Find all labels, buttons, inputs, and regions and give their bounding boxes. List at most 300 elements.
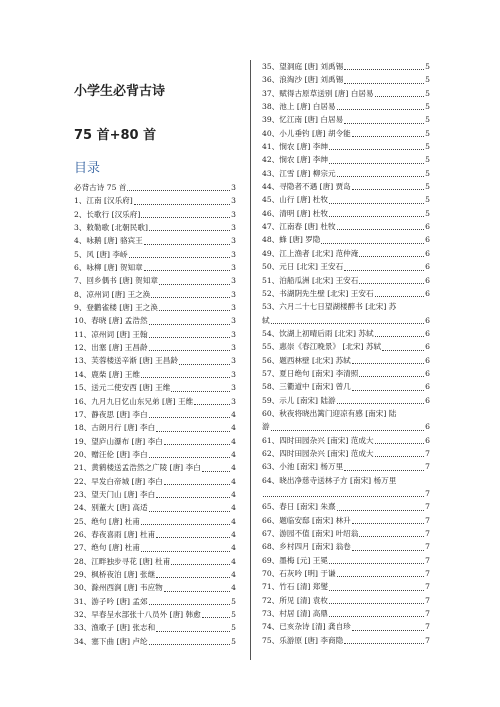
toc-dot-leader — [194, 403, 230, 405]
document-subtitle: 75 首+80 首 — [74, 128, 157, 143]
toc-dot-leader — [359, 282, 424, 284]
toc-entry-title: 58、三衢道中 [南宋] 曾几 — [262, 382, 351, 392]
toc-entry-page: 6 — [425, 355, 430, 365]
toc-entry-title: 44、寻隐者不遇 [唐] 贾岛 — [262, 182, 351, 192]
toc-dot-leader — [359, 255, 424, 257]
toc-dot-leader — [344, 269, 424, 271]
toc-dot-leader — [164, 590, 230, 592]
toc-dot-leader — [337, 175, 425, 177]
toc-entry-link[interactable] — [74, 581, 236, 594]
toc-entry-page: 5 — [425, 208, 430, 218]
toc-entry-title: 13、芙蓉楼送辛渐 [唐] 王昌龄 — [74, 356, 178, 366]
toc-dot-leader — [337, 108, 425, 110]
toc-entry-link[interactable] — [74, 555, 236, 568]
toc-entry-page: 3 — [231, 369, 236, 379]
toc-dot-leader — [271, 322, 425, 324]
toc-entry-link[interactable] — [74, 501, 236, 514]
toc-dot-leader — [337, 509, 425, 511]
toc-entry-page: 4 — [231, 543, 236, 553]
toc-entry-page: 4 — [231, 476, 236, 486]
toc-entry-title: 26、春夜喜雨 [唐] 杜甫 — [74, 529, 156, 539]
toc-entry-title: 50、元日 [北宋] 王安石 — [262, 262, 344, 272]
toc-entry-link[interactable] — [262, 274, 430, 287]
toc-entry-page: 3 — [231, 249, 236, 259]
toc-dot-leader — [352, 549, 424, 551]
toc-entry-link[interactable] — [262, 447, 430, 460]
toc-entry-page: 7 — [425, 542, 430, 552]
toc-heading: 目录 — [74, 161, 101, 176]
toc-entry-page: 3 — [231, 303, 236, 313]
toc-dot-leader — [352, 188, 424, 190]
toc-entry-title: 32、早春呈水部张十八员外 [唐] 韩愈 — [74, 610, 201, 619]
toc-entry-title: 30、滁州西涧 [唐] 韦应物 — [74, 583, 163, 593]
toc-dot-leader — [337, 402, 425, 404]
toc-dot-leader — [149, 510, 231, 512]
toc-dot-leader — [344, 68, 424, 70]
toc-dot-leader — [263, 495, 424, 497]
toc-entry-title: 71、竹石 [清] 郑燮 — [262, 582, 328, 592]
toc-entry-title: 54、饮湖上初晴后雨 [北宋] 苏轼 — [262, 328, 374, 338]
toc-entry-page: 6 — [425, 222, 430, 232]
toc-dot-leader — [149, 323, 231, 325]
toc-entry-link[interactable] — [74, 395, 236, 408]
toc-entry-link[interactable] — [74, 341, 236, 354]
toc-entry-continuation[interactable] — [262, 420, 430, 433]
toc-dot-leader — [337, 228, 425, 230]
toc-entry-title: 49、江上渔者 [北宋] 范仲淹 — [262, 248, 359, 258]
toc-entry-page: 4 — [231, 423, 236, 433]
toc-entry-link[interactable] — [74, 381, 236, 394]
toc-entry-title: 42、悯农 [唐] 李绅 — [262, 155, 328, 165]
document-title: 小学生必背古诗 — [74, 84, 166, 99]
toc-dot-leader — [329, 589, 424, 591]
toc-entry-title: 18、古朗月行 [唐] 李白 — [74, 423, 156, 433]
toc-entry-title: 8、凉州词 [唐] 王之涣 — [74, 289, 151, 299]
toc-entry-link[interactable] — [262, 327, 430, 340]
toc-dot-leader — [329, 148, 424, 150]
toc-entry-link[interactable] — [74, 475, 236, 488]
toc-entry-title: 23、望天门山 [唐] 李白 — [74, 489, 156, 499]
toc-dot-leader — [329, 615, 424, 617]
toc-entry-title: 2、长歌行 [汉乐府] — [74, 209, 141, 219]
toc-entry-title: 37、赋得古原草送别 [唐] 白居易 — [262, 88, 374, 98]
toc-entry-page: 3 — [231, 356, 236, 366]
toc-dot-leader — [156, 430, 230, 432]
toc-dot-leader — [141, 523, 230, 525]
toc-entry-title: 40、小儿垂钓 [唐] 胡令能 — [262, 128, 351, 138]
toc-entry-page: 7 — [425, 622, 430, 632]
toc-entry-page: 6 — [425, 248, 430, 258]
toc-entry-link[interactable] — [262, 140, 430, 153]
toc-dot-leader — [156, 496, 230, 498]
toc-entry-link[interactable] — [262, 100, 430, 113]
toc-entry-title: 72、所见 [清] 袁枚 — [262, 595, 328, 605]
toc-entry-link[interactable] — [262, 620, 430, 633]
toc-entry-title: 45、山行 [唐] 杜牧 — [262, 195, 328, 205]
toc-entry-page: 3 — [231, 329, 236, 339]
toc-entry-page: 3 — [231, 209, 236, 219]
toc-dot-leader — [337, 575, 425, 577]
toc-entry-continuation-text: 轼 — [262, 315, 270, 325]
toc-entry-link[interactable] — [262, 474, 430, 487]
toc-entry-link[interactable] — [74, 208, 236, 221]
toc-entry-link[interactable] — [74, 328, 236, 341]
toc-entry-title: 48、蜂 [唐] 罗隐 — [262, 235, 321, 245]
toc-entry-link[interactable] — [262, 180, 430, 193]
toc-entry-page: 6 — [425, 422, 430, 432]
toc-dot-leader — [159, 309, 230, 311]
toc-entry-page: 4 — [231, 463, 236, 473]
toc-entry-continuation[interactable] — [262, 314, 430, 327]
toc-entry-page: 5 — [231, 623, 236, 633]
toc-entry-title: 52、书湖阴先生壁 [北宋] 王安石 — [262, 288, 374, 298]
toc-entry-title: 29、枫桥夜泊 [唐] 张继 — [74, 569, 156, 579]
toc-entry-link[interactable] — [262, 207, 430, 220]
toc-entry-link[interactable] — [262, 233, 430, 246]
toc-dot-leader — [144, 269, 230, 271]
toc-entry-title: 33、渔歌子 [唐] 张志和 — [74, 623, 156, 633]
toc-entry-page: 3 — [231, 396, 236, 406]
toc-entry-page: 5 — [425, 168, 430, 178]
toc-entry-page: 6 — [425, 395, 430, 405]
toc-entry-page: 4 — [231, 503, 236, 513]
toc-entry-link[interactable] — [74, 461, 236, 474]
toc-entry-link[interactable] — [74, 528, 236, 541]
toc-dot-leader — [202, 616, 230, 618]
toc-entry-page: 7 — [425, 489, 430, 498]
column-divider — [250, 60, 251, 660]
toc-entry-link[interactable] — [74, 261, 236, 274]
toc-entry-continuation[interactable] — [262, 487, 430, 500]
toc-dot-leader — [134, 203, 230, 205]
toc-dot-leader — [129, 256, 231, 258]
toc-dot-leader — [359, 375, 424, 377]
toc-entry-page: 5 — [231, 596, 236, 606]
toc-entry-title: 12、出塞 [唐] 王昌龄 — [74, 343, 148, 353]
toc-dot-leader — [359, 535, 424, 537]
toc-dot-leader — [144, 243, 230, 245]
toc-list-left — [74, 181, 236, 648]
toc-entry-title: 70、石灰吟 [明] 于谦 — [262, 569, 336, 579]
toc-entry-link[interactable] — [262, 407, 430, 420]
toc-entry-link[interactable] — [74, 448, 236, 461]
toc-dot-leader — [352, 389, 424, 391]
toc-entry-page: 3 — [231, 183, 236, 192]
toc-entry-link[interactable] — [262, 300, 430, 313]
toc-dot-leader — [156, 630, 230, 632]
toc-entry-link[interactable] — [74, 301, 236, 314]
toc-entry-link[interactable] — [74, 515, 236, 528]
toc-entry-title: 46、清明 [唐] 杜牧 — [262, 208, 328, 218]
toc-entry-page: 5 — [425, 62, 430, 71]
toc-entry-link[interactable] — [74, 541, 236, 554]
toc-entry-page: 3 — [231, 223, 236, 233]
toc-dot-leader — [149, 416, 231, 418]
toc-entry-title: 5、风 [唐] 李峤 — [74, 249, 128, 259]
toc-entry-page: 6 — [425, 382, 430, 392]
toc-entry-link[interactable] — [262, 113, 430, 126]
toc-entry-link[interactable] — [74, 274, 236, 287]
toc-dot-leader — [164, 483, 230, 485]
toc-dot-leader — [352, 629, 424, 631]
toc-entry-link[interactable] — [262, 220, 430, 233]
toc-entry-page: 3 — [231, 236, 236, 246]
toc-entry-title: 28、江畔独步寻花 [唐] 杜甫 — [74, 556, 171, 566]
toc-entry-link[interactable] — [74, 621, 236, 634]
toc-entry-page: 6 — [425, 342, 430, 352]
toc-entry-link[interactable] — [262, 580, 430, 593]
toc-entry-link[interactable] — [262, 167, 430, 180]
toc-dot-leader — [352, 362, 424, 364]
toc-entry-link[interactable] — [262, 527, 430, 540]
toc-entry-title: 59、示儿 [南宋] 陆游 — [262, 395, 336, 405]
toc-dot-leader — [149, 643, 231, 645]
toc-entry-page: 6 — [425, 368, 430, 378]
toc-entry-link[interactable] — [74, 221, 236, 234]
toc-entry-link[interactable] — [262, 73, 430, 86]
toc-dot-leader — [156, 576, 230, 578]
toc-entry-title: 47、江南春 [唐] 杜牧 — [262, 222, 336, 232]
toc-entry-page: 3 — [231, 196, 236, 206]
toc-dot-leader — [171, 563, 230, 565]
toc-entry-title: 17、静夜思 [唐] 李白 — [74, 409, 148, 419]
toc-entry-title: 51、泊船瓜洲 [北宋] 王安石 — [262, 275, 359, 285]
toc-entry-link[interactable] — [262, 340, 430, 353]
toc-entry-title: 34、塞下曲 [唐] 卢纶 — [74, 636, 148, 646]
toc-entry-title: 74、已亥杂诗 [清] 龚自珍 — [262, 622, 351, 632]
toc-dot-leader — [321, 242, 424, 244]
toc-dot-leader — [149, 349, 231, 351]
toc-dot-leader — [352, 522, 424, 524]
toc-dot-leader — [375, 295, 425, 297]
toc-entry-title: 4、咏鹅 [唐] 骆宾王 — [74, 236, 143, 246]
toc-entry-link[interactable] — [262, 434, 430, 447]
toc-entry-page: 6 — [425, 288, 430, 298]
toc-entry-link[interactable] — [262, 540, 430, 553]
toc-entry-page: 7 — [425, 448, 430, 458]
toc-entry-page: 5 — [231, 636, 236, 646]
toc-entry-title: 14、鹿柴 [唐] 王维 — [74, 369, 140, 379]
toc-entry-page: 3 — [231, 383, 236, 393]
toc-dot-leader — [149, 229, 230, 231]
toc-entry-link[interactable] — [262, 153, 430, 166]
toc-entry-page: 6 — [425, 262, 430, 272]
toc-entry-link[interactable] — [74, 435, 236, 448]
toc-dot-leader — [149, 456, 231, 458]
toc-dot-leader — [375, 335, 425, 337]
toc-entry-title: 21、黄鹤楼送孟浩然之广陵 [唐] 李白 — [74, 463, 201, 473]
toc-entry-link[interactable] — [262, 380, 430, 393]
toc-entry-title: 56、题西林壁 [北宋] 苏轼 — [262, 355, 351, 365]
toc-entry-title: 6、咏柳 [唐] 贺知章 — [74, 263, 143, 273]
toc-entry-page: 4 — [231, 569, 236, 579]
toc-dot-leader — [159, 283, 230, 285]
toc-entry-title: 62、四时田园杂兴 [南宋] 范成大 — [262, 448, 374, 458]
toc-entry-page: 4 — [231, 449, 236, 459]
toc-entry-page: 7 — [425, 635, 430, 645]
toc-entry-title: 68、乡村四月 [南宋] 翁卷 — [262, 542, 351, 552]
toc-entry-link[interactable] — [262, 247, 430, 260]
toc-dot-leader — [344, 82, 424, 84]
toc-entry-title: 25、绝句 [唐] 杜甫 — [74, 516, 140, 526]
toc-entry-page: 3 — [231, 289, 236, 299]
toc-entry-link[interactable] — [74, 181, 236, 194]
toc-entry-link[interactable] — [74, 314, 236, 327]
toc-entry-link[interactable] — [74, 288, 236, 301]
toc-entry-link[interactable] — [74, 608, 236, 621]
toc-dot-leader — [164, 443, 230, 445]
toc-entry-page: 5 — [425, 115, 430, 125]
toc-entry-page: 5 — [425, 182, 430, 192]
toc-entry-link[interactable] — [74, 408, 236, 421]
toc-dot-leader — [329, 602, 424, 604]
toc-dot-leader — [271, 429, 425, 431]
toc-entry-page: 5 — [231, 610, 236, 619]
toc-entry-title: 60、秋夜将晓出篱门迎凉有感 [南宋] 陆 — [262, 408, 397, 418]
toc-entry-page: 3 — [231, 263, 236, 273]
toc-entry-title: 67、游园不值 [南宋] 叶绍翁 — [262, 529, 359, 539]
toc-entry-link[interactable] — [262, 260, 430, 273]
toc-dot-leader — [171, 390, 230, 392]
toc-entry-page: 5 — [425, 142, 430, 152]
toc-entry-link[interactable] — [262, 500, 430, 513]
toc-entry-link[interactable] — [262, 594, 430, 607]
toc-entry-title: 7、回乡偶书 [唐] 贺知章 — [74, 276, 158, 286]
toc-entry-page: 5 — [425, 75, 430, 85]
toc-entry-page: 5 — [425, 88, 430, 98]
toc-entry-title: 53、六月二十七日望湖楼醉书 [北宋] 苏 — [262, 302, 397, 312]
toc-entry-link[interactable] — [262, 127, 430, 140]
toc-dot-leader — [149, 336, 231, 338]
toc-dot-leader — [375, 95, 425, 97]
toc-entry-title: 3、敕勒歌 [北朝民歌] — [74, 223, 148, 233]
toc-dot-leader — [352, 135, 424, 137]
toc-entry-page: 6 — [425, 275, 430, 285]
toc-entry-title: 19、望庐山瀑布 [唐] 李白 — [74, 436, 163, 446]
toc-entry-title: 65、春日 [南宋] 朱熹 — [262, 502, 336, 512]
toc-entry-page: 6 — [425, 435, 430, 445]
toc-entry-link[interactable] — [262, 193, 430, 206]
toc-entry-link[interactable] — [74, 194, 236, 207]
toc-entry-title: 22、早发白帝城 [唐] 李白 — [74, 476, 163, 486]
toc-entry-title: 63、小池 [南宋] 杨万里 — [262, 462, 344, 472]
toc-entry-page: 5 — [425, 128, 430, 138]
toc-entry-link[interactable] — [74, 234, 236, 247]
toc-entry-link[interactable] — [74, 568, 236, 581]
toc-entry-page: 4 — [231, 583, 236, 593]
toc-entry-page: 5 — [425, 155, 430, 165]
toc-dot-leader — [141, 216, 230, 218]
toc-entry-link[interactable] — [262, 87, 430, 100]
toc-entry-link[interactable] — [74, 248, 236, 261]
toc-entry-title: 64、晓出净慈寺送林子方 [南宋] 杨万里 — [262, 475, 397, 485]
toc-entry-link[interactable] — [262, 354, 430, 367]
toc-entry-title: 36、浪淘沙 [唐] 刘禹锡 — [262, 75, 344, 85]
toc-dot-leader — [141, 376, 230, 378]
toc-entry-title: 38、池上 [唐] 白居易 — [262, 102, 336, 112]
toc-dot-leader — [375, 455, 425, 457]
toc-dot-leader — [127, 189, 230, 191]
toc-entry-page: 7 — [425, 609, 430, 619]
toc-entry-title: 11、凉州词 [唐] 王翰 — [74, 329, 148, 339]
toc-entry-page: 3 — [231, 276, 236, 286]
toc-entry-title: 55、惠崇《春江晚景》 [北宋] 苏轼 — [262, 342, 382, 352]
toc-entry-title: 39、忆江南 [唐] 白居易 — [262, 115, 344, 125]
toc-dot-leader — [344, 642, 424, 644]
toc-entry-page: 4 — [231, 529, 236, 539]
toc-entry-title: 57、夏日绝句 [南宋] 李清照 — [262, 368, 359, 378]
toc-entry-link[interactable] — [262, 514, 430, 527]
toc-entry-link[interactable] — [262, 607, 430, 620]
toc-dot-leader — [329, 202, 424, 204]
toc-entry-link[interactable] — [74, 635, 236, 648]
toc-entry-continuation-text: 游 — [262, 422, 270, 432]
toc-entry-page: 5 — [425, 102, 430, 112]
toc-entry-page: 7 — [425, 569, 430, 579]
toc-entry-page: 3 — [231, 316, 236, 326]
toc-entry-page: 7 — [425, 502, 430, 512]
toc-dot-leader — [329, 162, 424, 164]
toc-entry-title: 66、题临安邸 [南宋] 林升 — [262, 515, 351, 525]
toc-entry-title: 35、望洞庭 [唐] 刘禹锡 — [262, 62, 344, 71]
toc-entry-link[interactable] — [262, 634, 430, 647]
toc-entry-link[interactable] — [262, 367, 430, 380]
toc-entry-title: 20、赠汪伦 [唐] 李白 — [74, 449, 148, 459]
toc-entry-title: 41、悯农 [唐] 李绅 — [262, 142, 328, 152]
toc-entry-page: 7 — [425, 529, 430, 539]
toc-entry-page: 7 — [425, 515, 430, 525]
toc-entry-title: 61、四时田园杂兴 [南宋] 范成大 — [262, 435, 374, 445]
toc-entry-link[interactable] — [262, 60, 430, 73]
toc-entry-page: 3 — [231, 343, 236, 353]
toc-entry-page: 7 — [425, 582, 430, 592]
toc-dot-leader — [141, 550, 230, 552]
toc-dot-leader — [344, 469, 424, 471]
toc-entry-title: 69、墨梅 [元] 王冕 — [262, 555, 328, 565]
toc-dot-leader — [202, 470, 230, 472]
toc-entry-link[interactable] — [74, 354, 236, 367]
toc-entry-title: 24、别董大 [唐] 高适 — [74, 503, 148, 513]
toc-entry-link[interactable] — [262, 287, 430, 300]
toc-entry-page: 4 — [231, 489, 236, 499]
toc-dot-leader — [329, 215, 424, 217]
toc-entry-page: 4 — [231, 409, 236, 419]
toc-entry-title: 75、乐游原 [唐] 李商隐 — [262, 635, 344, 645]
toc-dot-leader — [156, 536, 230, 538]
toc-entry-page: 4 — [231, 516, 236, 526]
toc-dot-leader — [149, 603, 231, 605]
toc-entry-link[interactable] — [262, 554, 430, 567]
toc-entry-page: 5 — [425, 195, 430, 205]
toc-entry-title: 1、江南 [汉乐府] — [74, 196, 133, 206]
toc-entry-title: 15、送元二使安西 [唐] 王维 — [74, 383, 171, 393]
toc-list-right — [262, 60, 430, 647]
toc-entry-page: 6 — [425, 328, 430, 338]
toc-entry-link[interactable] — [262, 394, 430, 407]
toc-entry-link[interactable] — [262, 460, 430, 473]
toc-entry-page: 6 — [425, 315, 430, 325]
toc-dot-leader — [329, 562, 424, 564]
toc-entry-link[interactable] — [74, 595, 236, 608]
toc-entry-link[interactable] — [74, 488, 236, 501]
toc-dot-leader — [375, 442, 425, 444]
toc-entry-title: 73、村居 [清] 高鼎 — [262, 609, 328, 619]
toc-entry-link[interactable] — [74, 421, 236, 434]
toc-entry-link[interactable] — [74, 368, 236, 381]
toc-dot-leader — [344, 122, 424, 124]
toc-entry-link[interactable] — [262, 567, 430, 580]
toc-entry-title: 31、游子吟 [唐] 孟郊 — [74, 596, 148, 606]
